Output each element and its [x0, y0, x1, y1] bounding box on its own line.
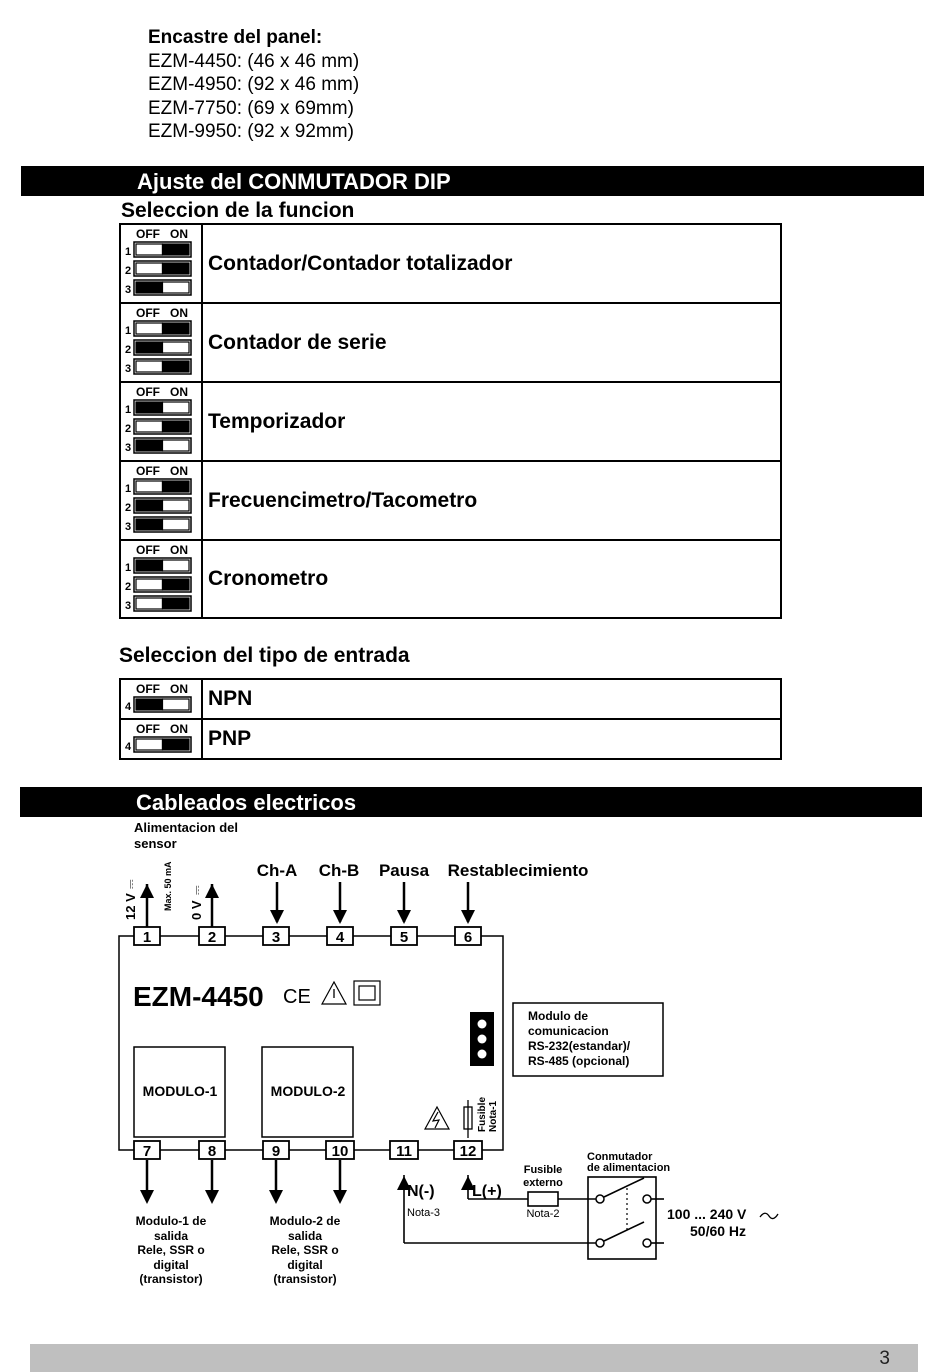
dip-lever: [136, 579, 163, 590]
dip-lever: [163, 519, 190, 530]
note-3-label: Nota-3: [407, 1207, 441, 1219]
dip-position-number: 4: [125, 741, 132, 753]
dip-position-number: 1: [125, 561, 132, 574]
module-1-label: MODULO-1: [142, 1083, 218, 1099]
dip-lever: [163, 699, 190, 710]
output-arrows: [140, 1160, 347, 1204]
comm-module-label: Modulo de comunicacion RS-232(estandar)/ RS-485 (opcional): [528, 1009, 631, 1068]
page-number: 3: [879, 1348, 890, 1369]
dip-on-label: ON: [170, 722, 188, 736]
dip-switch-icon: [121, 384, 201, 459]
function-label: Cronometro: [202, 540, 781, 618]
table-row: [120, 303, 781, 382]
page-footer: [30, 1344, 918, 1372]
dip-lever: [136, 361, 163, 372]
dip-off-label: OFF: [136, 385, 160, 399]
dip-lever: [163, 263, 190, 274]
dip-position-number: 3: [125, 521, 132, 533]
dip-position-number: 1: [125, 404, 132, 416]
dip-on-label: ON: [170, 542, 188, 557]
panel-line: EZM-7750: (69 x 69mm): [148, 97, 354, 119]
input-type-title: Seleccion del tipo de entrada: [119, 644, 410, 667]
dip-on-label: ON: [170, 306, 188, 320]
dip-position-number: 2: [125, 502, 132, 514]
module-1-output-label: Modulo-1 de salida Rele, SSR o digital (transistor): [135, 1214, 207, 1286]
function-label: Frecuencimetro/Tacometro: [202, 461, 781, 540]
terminal-number: 5: [399, 929, 409, 946]
terminal-number: 4: [335, 929, 345, 946]
high-voltage-icon: [433, 1112, 439, 1128]
table-row: [120, 224, 781, 303]
dip-position-number: 2: [125, 580, 132, 593]
input-type-label: PNP: [202, 719, 781, 759]
device-body: [119, 936, 503, 1150]
panel-line: EZM-4450: (46 x 46 mm): [148, 50, 360, 72]
note-2-label: Nota-2: [526, 1208, 560, 1220]
dip-lever: [163, 739, 190, 750]
panel-cutout-block: [148, 26, 359, 144]
module-2-label: MODULO-2: [270, 1083, 346, 1099]
ce-mark: CE: [283, 986, 311, 1008]
function-label: Contador de serie: [202, 303, 781, 382]
dip-lever: [136, 560, 163, 571]
external-fuse-label: Fusible externo: [523, 1164, 563, 1189]
connector-pin: [478, 1020, 487, 1029]
input-type-table: [119, 678, 782, 760]
pause-label: Pausa: [378, 861, 430, 880]
dip-switch-icon: [121, 542, 201, 617]
dip-switch-icon: [121, 463, 201, 538]
module-2-output-label: Modulo-2 de salida Rele, SSR o digital (transistor): [269, 1214, 341, 1286]
dip-lever: [163, 421, 190, 432]
terminal-number: 12: [459, 1143, 477, 1160]
dip-off-label: OFF: [136, 542, 160, 557]
dip-position-number: 1: [125, 483, 132, 495]
arrow-up-icon: [205, 884, 219, 898]
table-row: [120, 382, 781, 461]
function-label: Contador/Contador totalizador: [202, 224, 781, 303]
dip-lever: [136, 323, 163, 334]
double-insulation-icon: [359, 986, 375, 1000]
function-selection-title: Seleccion de la funcion: [121, 199, 355, 222]
dip-lever: [163, 323, 190, 334]
function-table: [119, 223, 782, 619]
dip-off-label: OFF: [136, 306, 160, 320]
terminal-number: 3: [271, 929, 281, 946]
dip-off-label: OFF: [136, 682, 160, 696]
dip-lever: [163, 282, 190, 293]
panel-line: EZM-4950: (92 x 46 mm): [148, 74, 360, 95]
terminal-number: 1: [142, 929, 152, 946]
terminal-number: 11: [396, 1143, 412, 1160]
0v-label: 0 V: [189, 900, 204, 920]
high-voltage-icon: [425, 1107, 449, 1129]
dip-lever: [136, 421, 163, 432]
table-row: [120, 461, 781, 540]
dip-lever: [136, 739, 163, 750]
switch-contact: [643, 1195, 651, 1203]
wiring-diagram: [0, 815, 950, 1305]
ac-symbol-icon: [760, 1213, 778, 1218]
dc-symbol-icon: ⎓: [124, 879, 138, 889]
sensor-supply-label: Alimentacion del sensor: [134, 820, 239, 851]
dip-lever: [136, 598, 163, 609]
dip-lever: [136, 481, 163, 492]
dip-lever: [163, 500, 190, 511]
input-type-label: NPN: [202, 679, 781, 719]
dip-lever: [163, 342, 190, 353]
dip-on-label: ON: [170, 682, 188, 696]
dip-position-number: 4: [125, 701, 132, 713]
dip-position-number: 2: [125, 423, 132, 435]
dip-on-label: ON: [170, 227, 188, 241]
n-terminal-label: N(-): [407, 1183, 435, 1200]
switch-contact: [596, 1195, 604, 1203]
dip-lever: [163, 598, 190, 609]
dip-lever: [136, 519, 163, 530]
l-terminal-label: L(+): [472, 1183, 502, 1200]
table-row: [120, 540, 781, 618]
dip-lever: [163, 361, 190, 372]
table-row: [120, 679, 781, 719]
12v-label: 12 V: [123, 893, 138, 920]
dip-lever: [163, 481, 190, 492]
dip-lever: [136, 244, 163, 255]
wiring-section-header: Cableados electricos: [20, 787, 922, 817]
voltage-label: 100 ... 240 V: [667, 1206, 747, 1222]
dip-off-label: OFF: [136, 464, 160, 478]
dip-lever: [163, 244, 190, 255]
switch-contact: [643, 1239, 651, 1247]
terminal-number: 2: [207, 929, 217, 946]
max-current-label: Max. 50 mA: [163, 861, 173, 911]
dip-position-number: 3: [125, 363, 132, 375]
dip-on-label: ON: [170, 464, 188, 478]
dip-switch-icon: [121, 305, 201, 380]
function-label: Temporizador: [202, 382, 781, 461]
dip-position-number: 2: [125, 344, 132, 356]
dip-section-header: Ajuste del CONMUTADOR DIP: [21, 166, 924, 196]
dip-lever: [163, 402, 190, 413]
dip-position-number: 3: [125, 599, 132, 612]
dip-switch-icon: [121, 681, 201, 717]
dip-switch-icon: [121, 721, 201, 757]
dip-lever: [136, 282, 163, 293]
dip-lever: [136, 342, 163, 353]
panel-line: EZM-9950: (92 x 92mm): [148, 121, 354, 142]
ch-b-label: Ch-B: [318, 861, 360, 880]
dip-lever: [163, 579, 190, 590]
dip-lever: [136, 402, 163, 413]
reset-label: Restablecimiento: [447, 861, 589, 880]
dip-lever: [136, 699, 163, 710]
internal-fuse-label: Fusible: [477, 1096, 488, 1132]
power-switch-label: Conmutador de alimentacion: [587, 1151, 671, 1174]
double-insulation-icon: [354, 981, 380, 1005]
input-arrows: [270, 882, 475, 924]
dip-lever: [163, 440, 190, 451]
dip-position-number: 1: [125, 325, 132, 337]
dip-position-number: 1: [125, 246, 132, 258]
connector-pin: [478, 1035, 487, 1044]
dip-position-number: 3: [125, 284, 132, 296]
dip-lever: [136, 263, 163, 274]
panel-cutout-title: Encastre del panel:: [148, 27, 323, 48]
terminal-number: 9: [271, 1143, 281, 1160]
dip-position-number: 3: [125, 442, 132, 454]
dip-switch-icon: [121, 226, 201, 301]
terminal-number: 7: [142, 1143, 152, 1160]
note-1-label: Nota-1: [488, 1100, 499, 1132]
terminal-number: 6: [463, 929, 473, 946]
dc-symbol-icon: ⎓: [190, 885, 204, 895]
switch-contact: [596, 1239, 604, 1247]
terminal-number: 10: [331, 1143, 349, 1160]
dip-lever: [136, 500, 163, 511]
dip-lever: [163, 560, 190, 571]
model-name: EZM-4450: [133, 981, 264, 1012]
dip-position-number: 2: [125, 265, 132, 277]
dip-off-label: OFF: [136, 227, 160, 241]
dip-off-label: OFF: [136, 722, 160, 736]
dip-lever: [136, 440, 163, 451]
terminal-number: 8: [207, 1143, 217, 1160]
dip-on-label: ON: [170, 385, 188, 399]
arrow-up-icon: [140, 884, 154, 898]
table-row: [120, 719, 781, 759]
frequency-label: 50/60 Hz: [690, 1223, 747, 1239]
connector-pin: [478, 1050, 487, 1059]
ch-a-label: Ch-A: [256, 861, 298, 880]
